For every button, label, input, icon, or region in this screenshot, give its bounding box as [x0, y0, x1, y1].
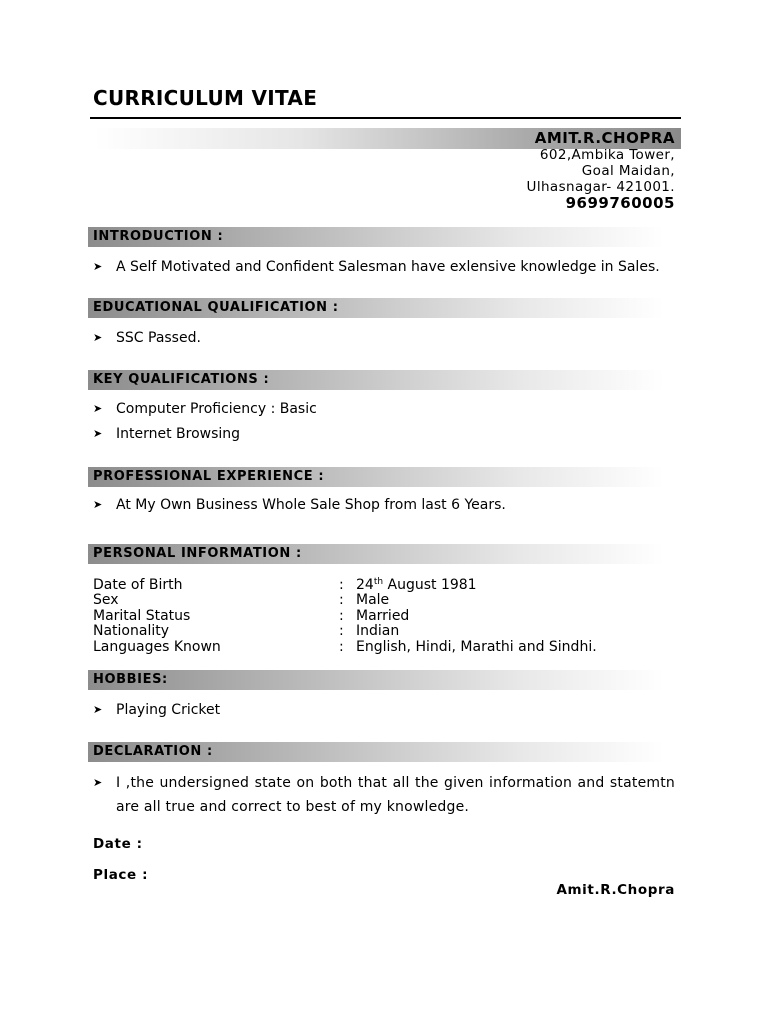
list-item — [93, 257, 660, 277]
section-header-declaration — [88, 742, 664, 762]
field-label: Languages Known — [93, 639, 221, 655]
section-header-introduction — [88, 227, 664, 247]
section-heading: PERSONAL INFORMATION : — [93, 546, 302, 561]
field-value: Married — [356, 608, 410, 624]
arrow-bullet-icon: ➤ — [93, 498, 103, 511]
list-item-text: Playing Cricket — [116, 702, 221, 718]
field-value — [356, 577, 477, 593]
list-item-text: Internet Browsing — [116, 426, 241, 442]
address-line-1: 602,Ambika Tower, — [539, 147, 675, 163]
section-heading: KEY QUALIFICATIONS : — [93, 372, 270, 387]
section-heading: INTRODUCTION : — [93, 229, 224, 244]
field-value: Male — [356, 592, 390, 608]
field-label: Date of Birth — [93, 577, 183, 593]
arrow-bullet-icon: ➤ — [93, 331, 103, 344]
list-item — [93, 495, 506, 515]
dob-ordinal: th — [373, 577, 384, 587]
dob-month-year: August 1981 — [383, 577, 477, 593]
arrow-bullet-icon: ➤ — [93, 776, 103, 789]
place-label: Place : — [93, 867, 149, 883]
section-header-personal — [88, 544, 664, 564]
declaration-text: I ,the undersigned state on both that all the given information and statemtn are all true and correct to best of my knowledge. — [116, 775, 675, 815]
list-item-text: SSC Passed. — [116, 330, 201, 346]
arrow-bullet-icon: ➤ — [93, 260, 103, 273]
field-separator: : — [339, 592, 344, 608]
list-item-text: A Self Motivated and Confident Salesman have exlensive knowledge in Sales. — [116, 259, 660, 275]
signature-name: Amit.R.Chopra — [556, 882, 675, 898]
section-heading: PROFESSIONAL EXPERIENCE : — [93, 469, 325, 484]
declaration-block — [93, 771, 675, 819]
date-label: Date : — [93, 836, 143, 852]
candidate-name: AMIT.R.CHOPRA — [534, 129, 675, 147]
section-header-key-qualifications — [88, 370, 664, 390]
field-separator: : — [339, 639, 344, 655]
dob-day: 24 — [356, 577, 374, 593]
arrow-bullet-icon: ➤ — [93, 427, 103, 440]
arrow-bullet-icon: ➤ — [93, 402, 103, 415]
section-heading: HOBBIES: — [93, 672, 168, 687]
section-heading: EDUCATIONAL QUALIFICATION : — [93, 300, 339, 315]
field-separator: : — [339, 623, 344, 639]
list-item-text: At My Own Business Whole Sale Shop from last 6 Years. — [116, 497, 506, 513]
section-header-experience — [88, 467, 664, 487]
field-separator: : — [339, 577, 344, 593]
document-title: CURRICULUM VITAE — [93, 86, 318, 110]
arrow-bullet-icon: ➤ — [93, 703, 103, 716]
field-label: Sex — [93, 592, 119, 608]
list-item-text: Computer Proficiency : Basic — [116, 401, 317, 417]
field-label: Nationality — [93, 623, 170, 639]
list-item — [93, 328, 201, 348]
field-value: Indian — [356, 623, 400, 639]
address-line-3: Ulhasnagar- 421001. — [526, 179, 675, 195]
field-value: English, Hindi, Marathi and Sindhi. — [356, 639, 597, 655]
address-line-2: Goal Maidan, — [581, 163, 675, 179]
list-item — [93, 399, 317, 419]
section-heading: DECLARATION : — [93, 744, 213, 759]
section-header-hobbies — [88, 670, 664, 690]
section-header-education — [88, 298, 664, 318]
phone-number: 9699760005 — [565, 194, 675, 212]
field-separator: : — [339, 608, 344, 624]
title-divider — [90, 117, 681, 119]
field-label: Marital Status — [93, 608, 191, 624]
list-item — [93, 700, 220, 720]
list-item — [93, 424, 240, 444]
